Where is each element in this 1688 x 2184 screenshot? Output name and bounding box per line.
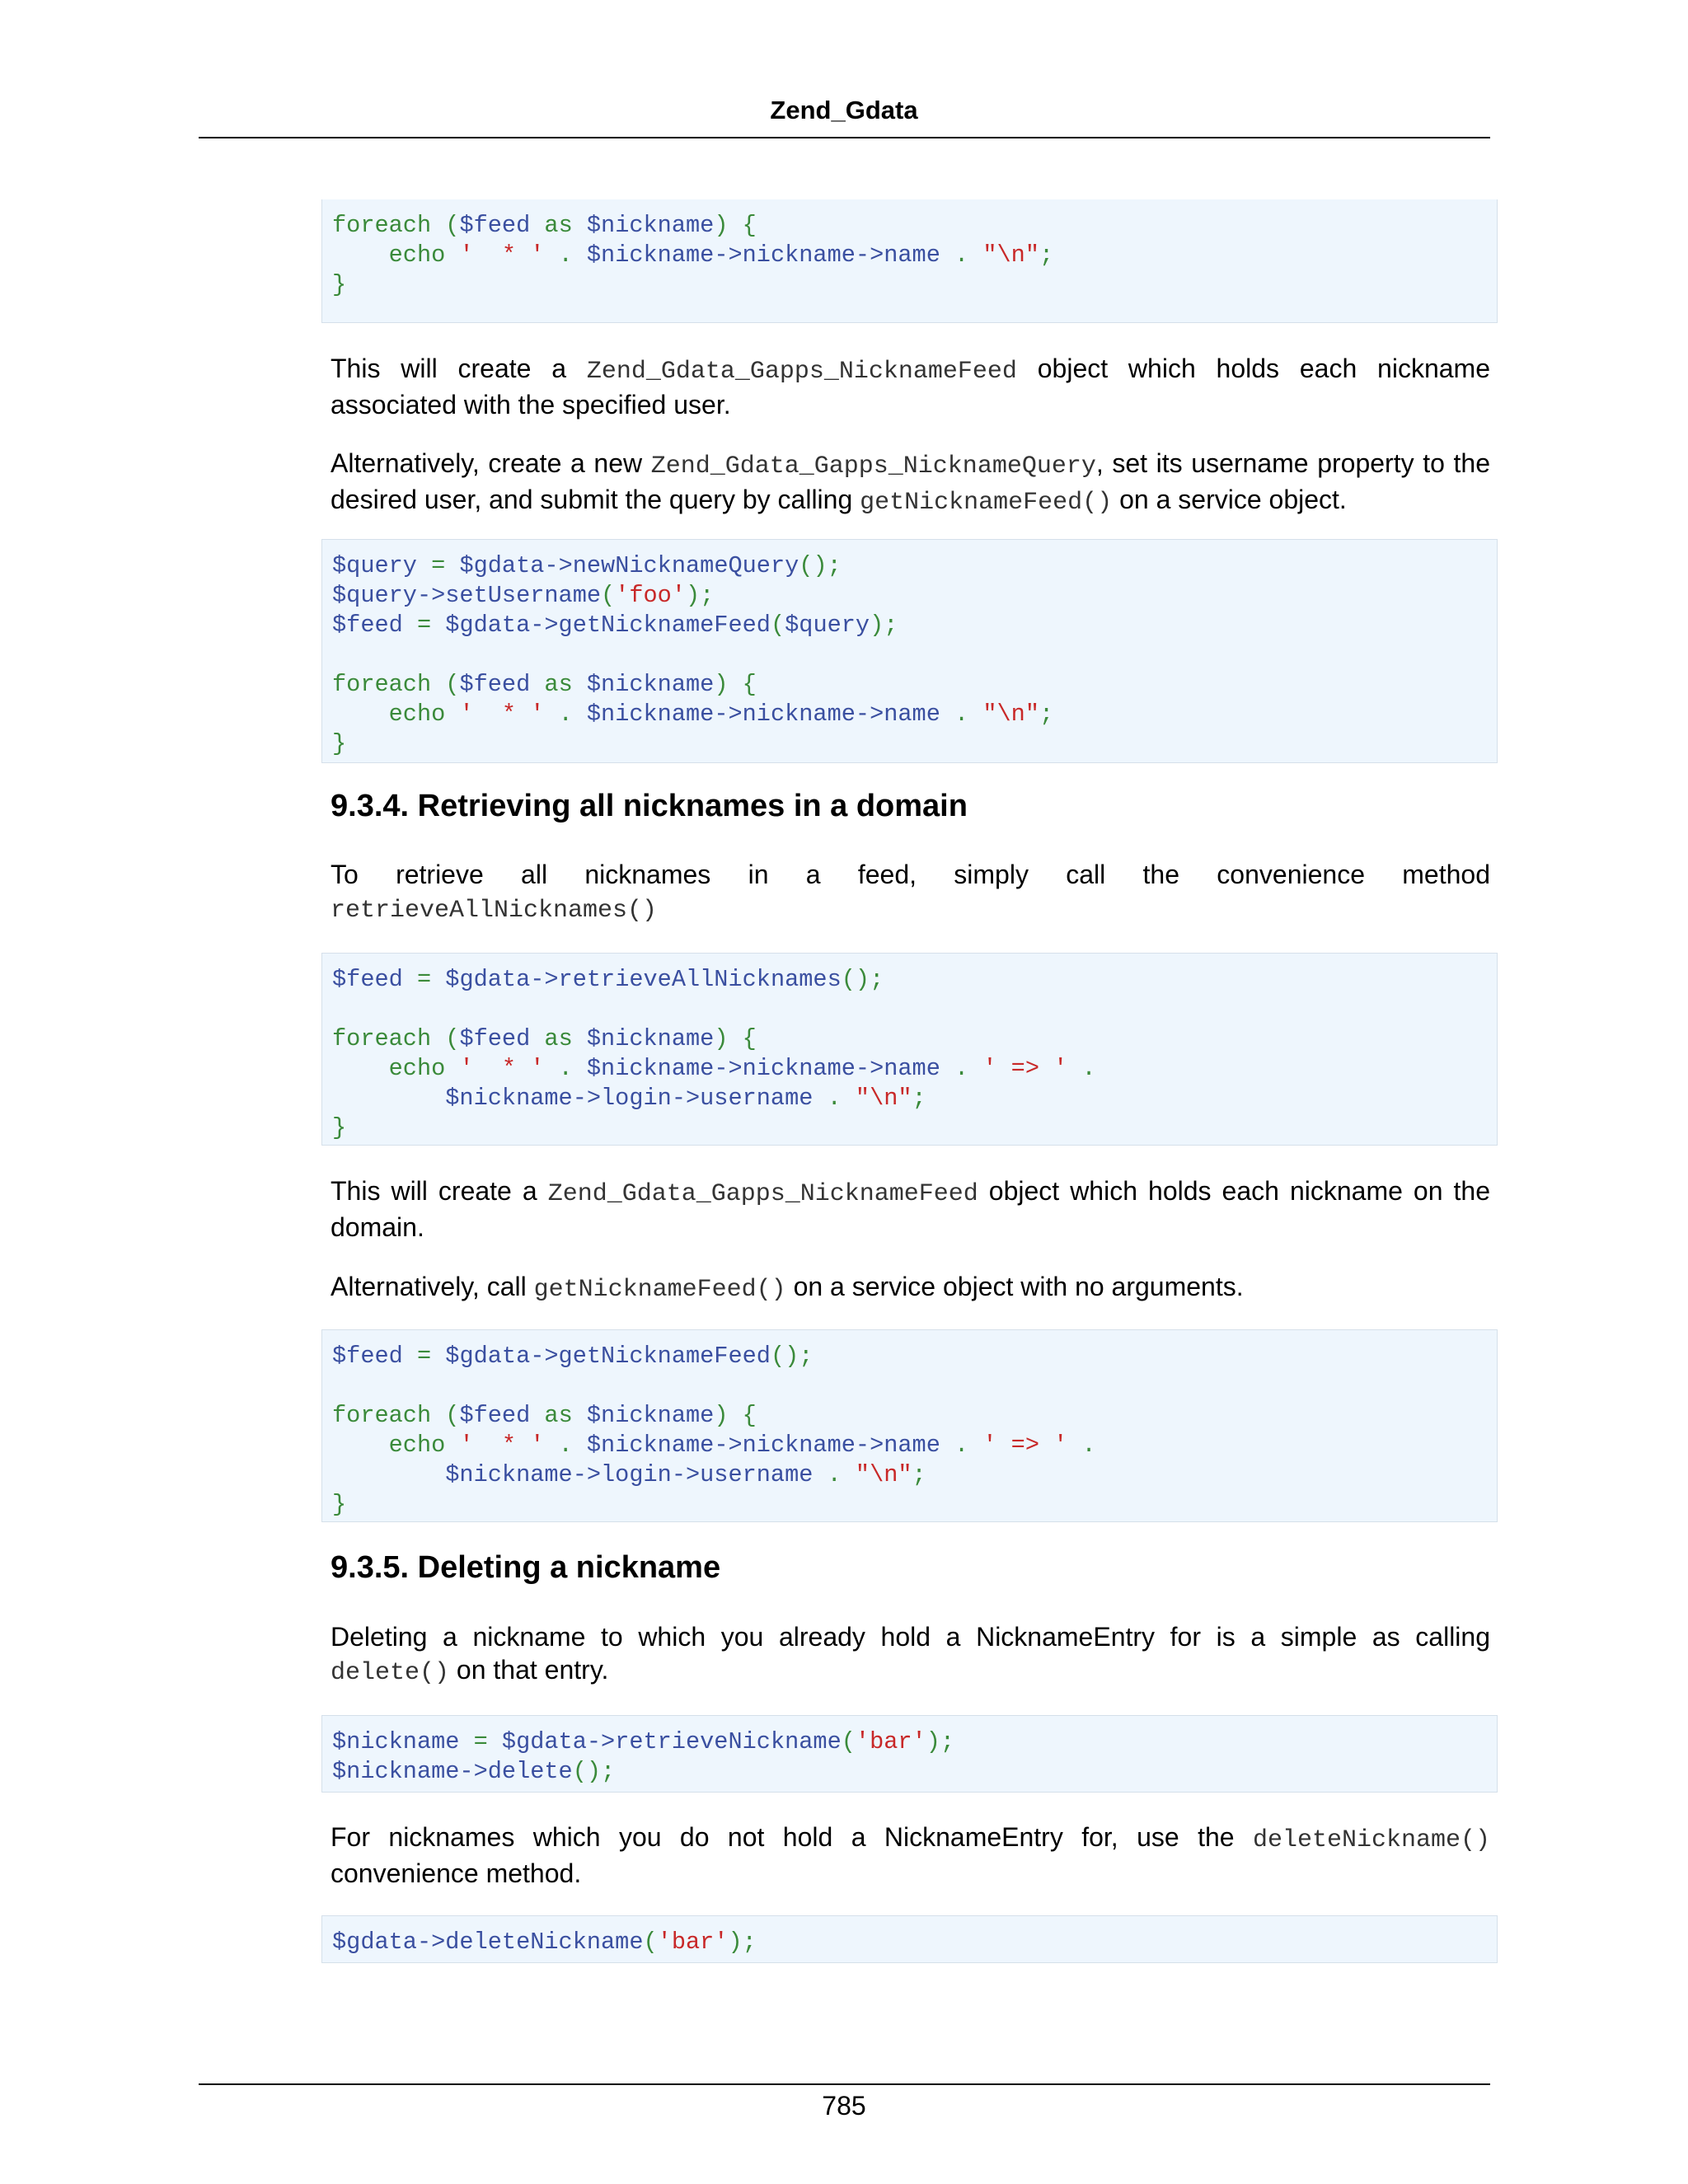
code-token: $gdata->newNicknameQuery <box>459 552 799 579</box>
code-token: foreach <box>332 671 432 698</box>
header-rule <box>199 137 1490 138</box>
code-line <box>332 1054 1487 1084</box>
paragraph-nickname-query <box>331 447 1490 519</box>
code-token: $feed <box>332 1343 403 1370</box>
code-token: "\n" <box>982 701 1039 728</box>
code-token: $nickname->nickname->name <box>586 1432 940 1459</box>
code-token: ' * ' <box>459 1432 545 1459</box>
code-token: $nickname->nickname->name <box>586 241 940 269</box>
code-token: $gdata->retrieveNickname <box>501 1728 842 1755</box>
code-token: . <box>940 1055 983 1082</box>
code-line <box>332 1757 1487 1787</box>
code-line <box>332 211 1487 241</box>
code-token: foreach <box>332 1025 432 1052</box>
inline-code-class: Zend_Gdata_Gapps_NicknameFeed <box>586 358 1017 386</box>
code-token: = <box>402 966 446 993</box>
code-token: echo <box>332 241 460 269</box>
code-token: $nickname->login->username <box>332 1461 814 1488</box>
code-token: . <box>544 701 587 728</box>
code-token: } <box>332 271 347 298</box>
code-token: ( <box>841 1728 856 1755</box>
code-token: $nickname <box>586 671 715 698</box>
code-token: ( <box>431 212 460 239</box>
code-token: ( <box>431 1025 460 1052</box>
code-token: ) { <box>714 1025 757 1052</box>
paragraph-nickname-feed-domain <box>331 1174 1490 1244</box>
code-token: $gdata->retrieveAllNicknames <box>445 966 842 993</box>
paragraph-deleting <box>331 1620 1490 1690</box>
code-token: . <box>813 1085 856 1112</box>
code-line <box>332 1460 1487 1490</box>
code-token: foreach <box>332 212 432 239</box>
text: Alternatively, call <box>331 1272 534 1301</box>
text: object which holds each nickname on the domain. <box>331 1176 1491 1242</box>
code-token: "\n" <box>982 241 1039 269</box>
code-line <box>332 551 1487 581</box>
code-line <box>332 1490 1487 1520</box>
code-token: $gdata->getNicknameFeed <box>445 612 771 639</box>
text: This will create a <box>331 354 587 383</box>
code-token: = <box>416 552 460 579</box>
code-block-4 <box>321 1329 1498 1522</box>
text: convenience method. <box>331 1858 582 1888</box>
code-token: $feed <box>459 1025 531 1052</box>
code-line <box>332 1431 1487 1460</box>
text: For nicknames which you do not hold a NicknameEntry for, use the <box>331 1822 1253 1852</box>
code-token: echo <box>332 1432 460 1459</box>
text: Deleting a nickname to which you already hold a NicknameEntry for is a simple as calling <box>331 1622 1490 1652</box>
page-number: 785 <box>822 2091 866 2121</box>
paragraph-get-feed-no-args <box>331 1270 1490 1306</box>
inline-code-method: getNicknameFeed() <box>860 489 1113 517</box>
code-line <box>332 640 1487 670</box>
code-token: $gdata->deleteNickname <box>332 1929 644 1956</box>
code-token: ; <box>1039 241 1054 269</box>
code-token: ( <box>431 1402 460 1429</box>
text: on a service object with no arguments. <box>785 1272 1244 1301</box>
code-line <box>332 995 1487 1024</box>
code-line <box>332 1342 1487 1371</box>
code-token: ( <box>601 582 616 609</box>
running-header-title: Zend_Gdata <box>770 96 918 124</box>
code-token: $query <box>332 552 417 579</box>
code-token: ' * ' <box>459 241 545 269</box>
code-token: ' => ' <box>982 1432 1068 1459</box>
code-token: $feed <box>459 212 531 239</box>
code-token: . <box>544 1432 587 1459</box>
code-token: ( <box>431 671 460 698</box>
inline-code-class: Zend_Gdata_Gapps_NicknameQuery <box>650 452 1096 480</box>
section-heading-deleting: 9.3.5. Deleting a nickname <box>331 1550 721 1585</box>
code-token: $feed <box>459 1402 531 1429</box>
code-token: ' * ' <box>459 1055 545 1082</box>
footer-rule <box>199 2083 1490 2085</box>
code-token: ); <box>728 1929 757 1956</box>
code-token: ' * ' <box>459 701 545 728</box>
section-heading-retrieve-all: 9.3.4. Retrieving all nicknames in a domain <box>331 789 968 823</box>
code-token: $feed <box>332 612 403 639</box>
code-block-6 <box>321 1915 1498 1963</box>
inline-code-method: getNicknameFeed() <box>533 1276 786 1304</box>
code-token: . <box>813 1461 856 1488</box>
code-token: (); <box>572 1758 616 1785</box>
text: , set its username property to the desired user, and submit the query by calling <box>331 448 1491 514</box>
code-token: (); <box>799 552 842 579</box>
code-token: $feed <box>459 671 531 698</box>
code-token: ( <box>770 612 785 639</box>
code-block-3 <box>321 953 1498 1146</box>
paragraph-nickname-feed-user <box>331 352 1490 421</box>
code-token: "\n" <box>855 1461 912 1488</box>
text: Alternatively, create a new <box>331 448 651 478</box>
code-token: (); <box>770 1343 814 1370</box>
text: on that entry. <box>449 1655 609 1685</box>
code-line <box>332 729 1487 759</box>
code-token: as <box>530 1402 587 1429</box>
text: This will create a <box>331 1176 548 1206</box>
code-token: (); <box>841 966 884 993</box>
code-token: ); <box>686 582 715 609</box>
code-token: ); <box>870 612 898 639</box>
text: object which holds each nickname associated with the specified user. <box>331 354 1491 419</box>
code-token: as <box>530 1025 587 1052</box>
code-line <box>332 1371 1487 1401</box>
code-line <box>332 581 1487 611</box>
code-line <box>332 611 1487 640</box>
code-token: $feed <box>332 966 403 993</box>
code-token: = <box>402 612 446 639</box>
inline-code-class: Zend_Gdata_Gapps_NicknameFeed <box>547 1180 978 1208</box>
code-line <box>332 670 1487 700</box>
code-token: } <box>332 730 347 757</box>
code-token: 'foo' <box>615 582 686 609</box>
code-token: 'bar' <box>657 1929 729 1956</box>
paragraph-delete-nickname <box>331 1821 1490 1890</box>
code-token: } <box>332 1114 347 1141</box>
inline-code-method: retrieveAllNicknames() <box>331 897 658 925</box>
code-token: echo <box>332 1055 460 1082</box>
code-line <box>332 1113 1487 1143</box>
code-token: ) { <box>714 671 757 698</box>
code-token: ) { <box>714 1402 757 1429</box>
code-token: echo <box>332 701 460 728</box>
code-token: ; <box>912 1085 926 1112</box>
code-line <box>332 1401 1487 1431</box>
code-token: ' => ' <box>982 1055 1068 1082</box>
code-token: foreach <box>332 1402 432 1429</box>
code-token: = <box>402 1343 446 1370</box>
code-token: $gdata->getNicknameFeed <box>445 1343 771 1370</box>
code-line <box>332 1084 1487 1113</box>
code-token: as <box>530 212 587 239</box>
code-token: $nickname->login->username <box>332 1085 814 1112</box>
code-token: $nickname->nickname->name <box>586 701 940 728</box>
code-token: . <box>940 241 983 269</box>
code-token: $query->setUsername <box>332 582 602 609</box>
text: on a service object. <box>1112 485 1347 514</box>
code-line <box>332 700 1487 729</box>
code-line <box>332 1024 1487 1054</box>
code-token: as <box>530 671 587 698</box>
code-token: . <box>1067 1055 1096 1082</box>
code-line <box>332 1727 1487 1757</box>
code-block-2 <box>321 539 1498 763</box>
code-block-1 <box>321 199 1498 323</box>
code-token: ); <box>926 1728 955 1755</box>
code-token: ; <box>1039 701 1054 728</box>
code-token: 'bar' <box>855 1728 926 1755</box>
code-line <box>332 965 1487 995</box>
code-token: . <box>940 701 983 728</box>
code-token: $nickname <box>332 1728 460 1755</box>
code-token: . <box>940 1432 983 1459</box>
code-token: . <box>1067 1432 1096 1459</box>
code-token: . <box>544 241 587 269</box>
code-token: . <box>544 1055 587 1082</box>
code-line <box>332 270 1487 300</box>
code-token: } <box>332 1491 347 1518</box>
code-line <box>332 241 1487 270</box>
code-token: "\n" <box>855 1085 912 1112</box>
code-line <box>332 1928 1487 1957</box>
inline-code-method: deleteNickname() <box>1252 1826 1490 1854</box>
code-token: $query <box>785 612 870 639</box>
code-token: $nickname <box>586 1402 715 1429</box>
text: To retrieve all nicknames in a feed, simply call the convenience method <box>331 860 1490 889</box>
code-token: $nickname->nickname->name <box>586 1055 940 1082</box>
code-token: ) { <box>714 212 757 239</box>
code-token: $nickname->delete <box>332 1758 573 1785</box>
code-token: ; <box>912 1461 926 1488</box>
code-block-5 <box>321 1715 1498 1793</box>
paragraph-retrieve-all <box>331 858 1490 927</box>
inline-code-method: delete() <box>331 1659 450 1687</box>
code-token: ( <box>643 1929 658 1956</box>
code-token: = <box>459 1728 502 1755</box>
code-token: $nickname <box>586 212 715 239</box>
code-token: $nickname <box>586 1025 715 1052</box>
